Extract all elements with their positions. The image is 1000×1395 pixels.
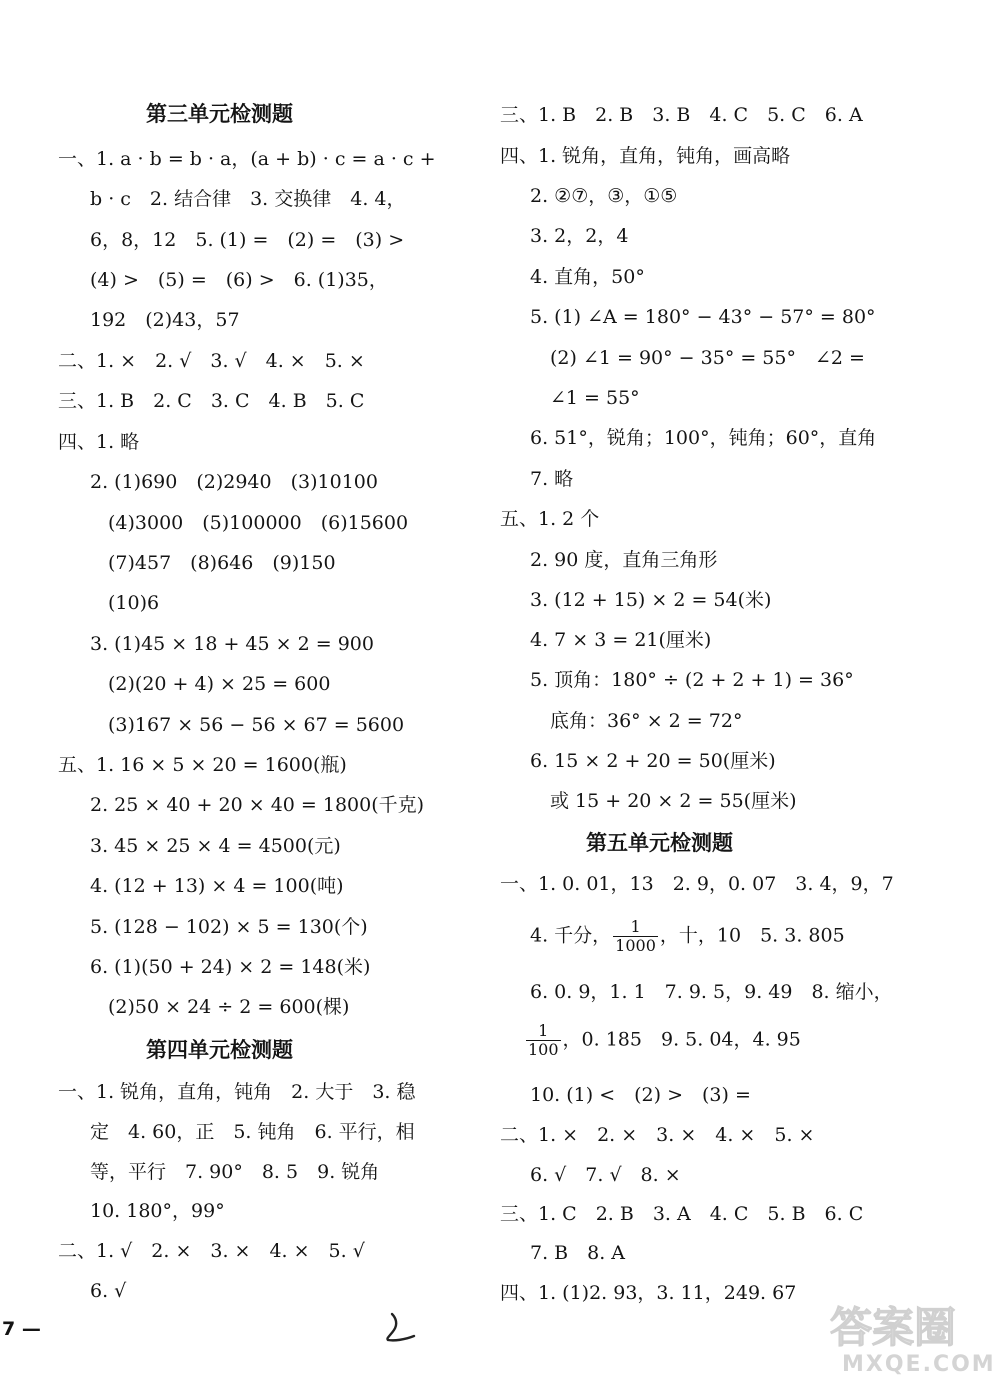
unit4-q4-7: 7. 略 [530, 468, 574, 490]
fraction-numerator: 1 [613, 918, 658, 937]
unit4-q5-3: 3. (12 + 15) × 2 = 54(米) [530, 589, 772, 611]
unit4-q1-line1: 一、1. 锐角，直角，钝角 2. 大于 3. 稳 [58, 1081, 416, 1103]
unit3-q4-2-line2: (4)3000 (5)100000 (6)15600 [108, 512, 409, 534]
unit3-q5-4: 4. (12 + 13) × 4 = 100(吨) [90, 875, 344, 897]
unit3-q1-line3: 6，8，12 5. (1) = (2) = (3) > [90, 229, 405, 251]
handwritten-mark-icon [380, 1310, 420, 1344]
unit3-q1-line5: 192 (2)43，57 [90, 309, 240, 331]
unit4-q4-5-line1: 5. (1) ∠A = 180° − 43° − 57° = 80° [530, 306, 876, 328]
unit3-q5-5: 5. (128 − 102) × 5 = 130(个) [90, 916, 368, 938]
unit5-q1-line2-text-b: ，十，10 5. 3. 805 [659, 924, 845, 947]
unit5-q1-line2 [530, 918, 845, 955]
unit5-q1-line3: 6. 0. 9，1. 1 7. 9. 5，9. 49 8. 缩小， [530, 981, 893, 1003]
unit4-q4-5-line3: ∠1 = 55° [550, 387, 640, 409]
unit4-q4-6: 6. 51°，锐角；100°，钝角；60°，直角 [530, 427, 877, 449]
unit5-q1-line2-text-a: 4. 千分， [530, 924, 612, 947]
unit3-title: 第三单元检测题 [146, 102, 293, 126]
unit5-q1-line4-text: ，0. 185 9. 5. 04，4. 95 [562, 1028, 801, 1051]
unit4-q4-5-line2: (2) ∠1 = 90° − 35° = 55° ∠2 = [550, 347, 865, 369]
fraction-one-hundredth [526, 1022, 561, 1059]
unit5-q1-line4 [524, 1022, 801, 1059]
unit3-q5-3: 3. 45 × 25 × 4 = 4500(元) [90, 835, 341, 857]
unit3-q1-line1: 一、1. a · b = b · a，(a + b) · c = a · c + [58, 148, 436, 170]
unit3-q5-1: 五、1. 16 × 5 × 20 = 1600(瓶) [58, 754, 347, 776]
unit3-q4-2-line3: (7)457 (8)646 (9)150 [108, 552, 336, 574]
unit4-q4-3: 3. 2，2，4 [530, 225, 629, 247]
unit3-q5-6-line2: (2)50 × 24 ÷ 2 = 600(棵) [108, 996, 350, 1018]
unit5-q1-line5: 10. (1) < (2) > (3) = [530, 1084, 751, 1106]
unit4-q3: 三、1. B 2. B 3. B 4. C 5. C 6. A [500, 104, 863, 126]
unit4-q5-4: 4. 7 × 3 = 21(厘米) [530, 629, 712, 651]
unit3-q1-line4: (4) > (5) = (6) > 6. (1)35， [90, 269, 388, 291]
unit4-q2-line1: 二、1. √ 2. × 3. × 4. × 5. √ [58, 1240, 365, 1262]
watermark-logo-icon [826, 1300, 996, 1352]
unit5-q4-line1: 四、1. (1)2. 93，3. 11，249. 67 [500, 1282, 797, 1304]
unit5-q2-line2: 6. √ 7. √ 8. × [530, 1164, 681, 1186]
unit4-q4-1: 四、1. 锐角，直角，钝角，画高略 [500, 145, 791, 167]
unit3-q1-line2: b · c 2. 结合律 3. 交换律 4. 4， [90, 188, 406, 210]
page-number: 7 — [2, 1318, 41, 1340]
fraction-one-thousandth [613, 918, 658, 955]
unit3-q2: 二、1. × 2. √ 3. √ 4. × 5. × [58, 350, 365, 372]
unit5-q1-line1: 一、1. 0. 01，13 2. 9，0. 07 3. 4，9，7 [500, 873, 894, 895]
unit4-q1-line4: 10. 180°，99° [90, 1200, 225, 1222]
unit4-title: 第四单元检测题 [146, 1038, 293, 1062]
unit4-q4-2: 2. ②⑦，③，①⑤ [530, 185, 678, 207]
unit4-q5-6-line1: 6. 15 × 2 + 20 = 50(厘米) [530, 750, 776, 772]
unit4-q5-6-line2: 或 15 + 20 × 2 = 55(厘米) [550, 790, 797, 812]
fraction-denominator: 100 [528, 1040, 559, 1059]
unit4-q1-line3: 等，平行 7. 90° 8. 5 9. 锐角 [90, 1161, 380, 1183]
unit4-q1-line2: 定 4. 60，正 5. 钝角 6. 平行，相 [90, 1121, 415, 1143]
unit4-q5-2: 2. 90 度，直角三角形 [530, 549, 718, 571]
unit4-q4-4: 4. 直角，50° [530, 266, 645, 288]
unit3-q4-2-line1: 2. (1)690 (2)2940 (3)10100 [90, 471, 378, 493]
unit3-q4-3-line2: (2)(20 + 4) × 25 = 600 [108, 673, 331, 695]
unit4-q5-5-line2: 底角：36° × 2 = 72° [550, 710, 743, 732]
unit3-q5-6-line1: 6. (1)(50 + 24) × 2 = 148(米) [90, 956, 371, 978]
unit3-q4-3-line1: 3. (1)45 × 18 + 45 × 2 = 900 [90, 633, 374, 655]
watermark-text: 答案圈 [830, 1303, 957, 1352]
unit3-q5-2: 2. 25 × 40 + 20 × 40 = 1800(千克) [90, 794, 425, 816]
fraction-denominator: 1000 [615, 936, 656, 955]
unit3-q4-2-line4: (10)6 [108, 592, 160, 614]
unit3-q4-1: 四、1. 略 [58, 431, 140, 453]
unit5-q3-line2: 7. B 8. A [530, 1242, 626, 1264]
fraction-numerator: 1 [526, 1022, 561, 1041]
unit3-q3: 三、1. B 2. C 3. C 4. B 5. C [58, 390, 365, 412]
unit4-q2-line2: 6. √ [90, 1280, 127, 1302]
unit3-q4-3-line3: (3)167 × 56 − 56 × 67 = 5600 [108, 714, 405, 736]
unit5-q2-line1: 二、1. × 2. × 3. × 4. × 5. × [500, 1124, 815, 1146]
unit4-q5-1: 五、1. 2 个 [500, 508, 600, 530]
unit4-q5-5-line1: 5. 顶角：180° ÷ (2 + 2 + 1) = 36° [530, 669, 854, 691]
unit5-title: 第五单元检测题 [586, 831, 733, 855]
watermark-url: MXQE.COM [842, 1352, 996, 1377]
unit5-q3-line1: 三、1. C 2. B 3. A 4. C 5. B 6. C [500, 1203, 864, 1225]
